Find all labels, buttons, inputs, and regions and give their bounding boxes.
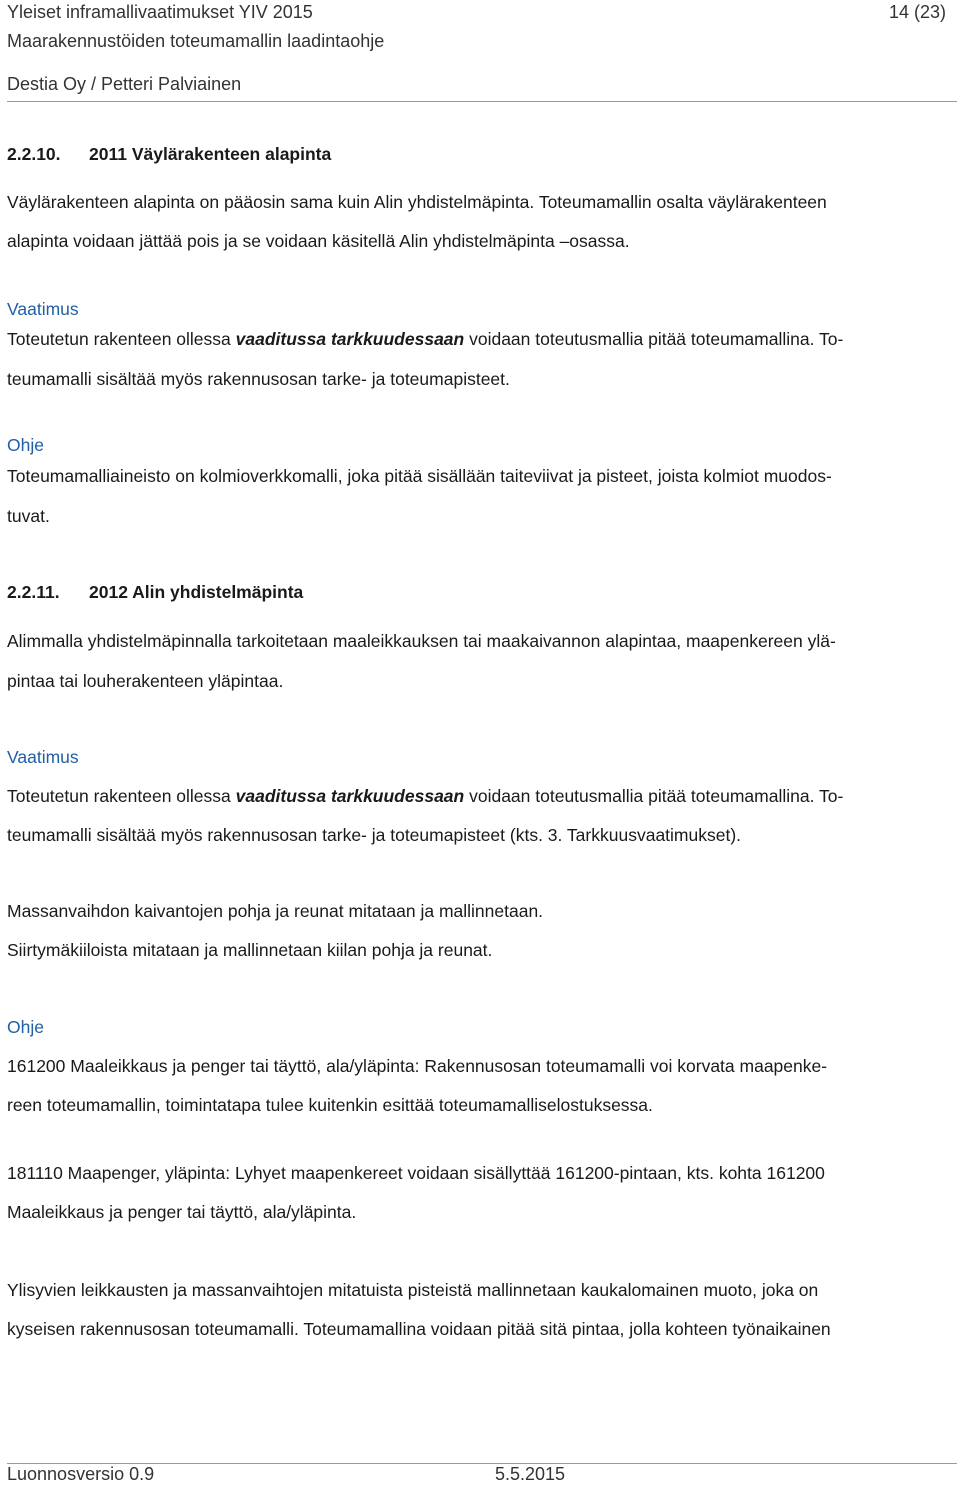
section-number: 2.2.10. [7,144,61,164]
section-title: 2011 Väylärakenteen alapinta [89,144,332,164]
requirement-text: voidaan toteutusmallia pitää toteumamallina. To- [464,786,844,806]
guide-label: Ohje [7,435,44,455]
guide-line: Maaleikkaus ja penger tai täyttö, ala/yläpinta. [7,1202,357,1222]
footer-version: Luonnosversio 0.9 [7,1464,155,1484]
emphasis-text: vaaditussa tarkkuudessaan [235,786,465,806]
requirement-label: Vaatimus [7,299,79,319]
requirement-line: Siirtymäkiiloista mitataan ja mallinnetaan kiilan pohja ja reunat. [7,940,493,960]
requirement-text: voidaan toteutusmallia pitää toteumamallina. To- [464,329,844,349]
requirement-line: teumamalli sisältää myös rakennusosan tarke- ja toteumapisteet (kts. 3. Tarkkuusvaatimukset). [7,825,742,845]
section-number: 2.2.11. [7,582,60,602]
body-line: Alimmalla yhdistelmäpinnalla tarkoitetaan maaleikkauksen tai maakaivannon alapintaa, maapenkereen ylä- [7,631,836,651]
body-line: pintaa tai louherakenteen yläpintaa. [7,671,284,691]
guide-line: 181110 Maapenger, yläpinta: Lyhyet maapenkereet voidaan sisällyttää 161200-pintaan, kts. kohta 161200 [7,1163,825,1183]
guide-line: Ylisyvien leikkausten ja massanvaihtojen mitatuista pisteistä mallinnetaan kaukalomainen muoto, joka on [7,1280,819,1300]
requirement-line [7,329,843,350]
guide-line: 161200 Maaleikkaus ja penger tai täyttö, ala/yläpinta: Rakennusosan toteumamalli voi korvata maapenke- [7,1056,828,1076]
document-author: Destia Oy / Petteri Palviainen [7,74,242,94]
requirement-line [7,786,843,807]
guide-line: tuvat. [7,506,50,526]
guide-line: kyseisen rakennusosan toteumamalli. Toteumamallina voidaan pitää sitä pintaa, jolla kohteen työnaikainen [7,1319,831,1339]
body-line: Väylärakenteen alapinta on pääosin sama kuin Alin yhdistelmäpinta. Toteumamallin osalta väylärakenteen [7,192,827,212]
guide-line: Toteumamalliaineisto on kolmioverkkomalli, joka pitää sisällään taiteviivat ja pisteet, joista kolmiot muodos- [7,466,832,486]
guide-label: Ohje [7,1017,44,1037]
section-heading-2211 [7,582,303,603]
requirement-line: teumamalli sisältää myös rakennusosan tarke- ja toteumapisteet. [7,369,510,389]
requirement-line: Massanvaihdon kaivantojen pohja ja reunat mitataan ja mallinnetaan. [7,901,544,921]
section-heading-2210 [7,144,331,165]
emphasis-text: vaaditussa tarkkuudessaan [235,329,465,349]
requirement-text: Toteutetun rakenteen ollessa [7,329,236,349]
document-title: Yleiset inframallivaatimukset YIV 2015 [7,2,313,22]
footer-date: 5.5.2015 [495,1464,566,1484]
header-divider [7,101,957,102]
guide-line: reen toteumamallin, toimintatapa tulee kuitenkin esittää toteumamalliselostuksessa. [7,1095,653,1115]
requirement-label: Vaatimus [7,747,79,767]
requirement-text: Toteutetun rakenteen ollessa [7,786,236,806]
page-number: 14 (23) [888,2,946,22]
document-subtitle: Maarakennustöiden toteumamallin laadintaohje [7,31,385,51]
section-title: 2012 Alin yhdistelmäpinta [89,582,304,602]
body-line: alapinta voidaan jättää pois ja se voidaan käsitellä Alin yhdistelmäpinta –osassa. [7,231,630,251]
